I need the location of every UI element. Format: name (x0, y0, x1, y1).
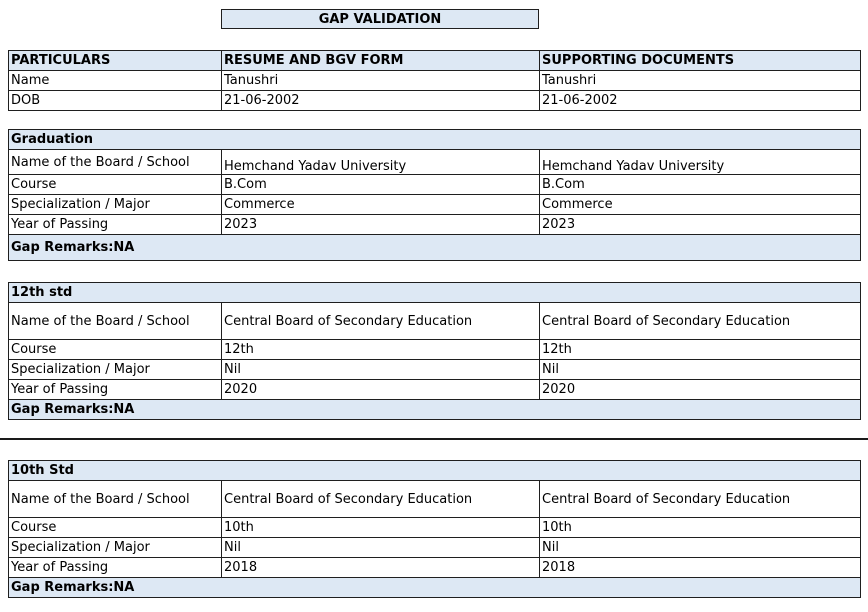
row-label: Year of Passing (9, 558, 222, 578)
table-row (9, 303, 861, 340)
row-label: Specialization / Major (9, 360, 222, 380)
docs-value: 2018 (540, 558, 861, 578)
std10-table (8, 460, 861, 598)
table-row (9, 195, 861, 215)
row-label: Course (9, 518, 222, 538)
resume-value: Central Board of Secondary Education (222, 303, 540, 340)
docs-value: 21-06-2002 (540, 91, 861, 111)
table-row (9, 538, 861, 558)
row-label: Name (9, 71, 222, 91)
row-label: Specialization / Major (9, 538, 222, 558)
header-row (9, 51, 861, 71)
header-supporting-docs: SUPPORTING DOCUMENTS (540, 51, 861, 71)
table-row (9, 175, 861, 195)
table-row (9, 91, 861, 111)
row-label: Year of Passing (9, 215, 222, 235)
docs-value: Central Board of Secondary Education (540, 481, 861, 518)
remarks-row (9, 400, 861, 420)
gap-remarks: Gap Remarks:NA (9, 235, 861, 261)
docs-value: 2023 (540, 215, 861, 235)
graduation-table (8, 129, 861, 261)
table-row (9, 215, 861, 235)
remarks-row (9, 578, 861, 598)
table-row (9, 558, 861, 578)
resume-value: Tanushri (222, 71, 540, 91)
particulars-table (8, 50, 861, 111)
table-row (9, 71, 861, 91)
docs-value: Hemchand Yadav University (540, 150, 861, 175)
resume-value: 21-06-2002 (222, 91, 540, 111)
row-label: Name of the Board / School (9, 150, 222, 175)
resume-value: Central Board of Secondary Education (222, 481, 540, 518)
docs-value: 10th (540, 518, 861, 538)
resume-value: B.Com (222, 175, 540, 195)
section-header (9, 461, 861, 481)
table-row (9, 150, 861, 175)
table-row (9, 360, 861, 380)
resume-value: 2020 (222, 380, 540, 400)
section-divider (0, 438, 868, 440)
resume-value: 2023 (222, 215, 540, 235)
resume-value: Nil (222, 538, 540, 558)
table-row (9, 518, 861, 538)
row-label: Specialization / Major (9, 195, 222, 215)
row-label: Course (9, 175, 222, 195)
docs-value: B.Com (540, 175, 861, 195)
docs-value: Central Board of Secondary Education (540, 303, 861, 340)
header-particulars: PARTICULARS (9, 51, 222, 71)
remarks-row (9, 235, 861, 261)
section-title: Graduation (9, 130, 861, 150)
section-header (9, 283, 861, 303)
resume-value: Commerce (222, 195, 540, 215)
docs-value: Commerce (540, 195, 861, 215)
docs-value: Nil (540, 360, 861, 380)
resume-value: 10th (222, 518, 540, 538)
std12-table (8, 282, 861, 420)
page-title: GAP VALIDATION (221, 9, 539, 29)
docs-value: Tanushri (540, 71, 861, 91)
row-label: DOB (9, 91, 222, 111)
row-label: Course (9, 340, 222, 360)
resume-value: Nil (222, 360, 540, 380)
table-row (9, 380, 861, 400)
row-label: Year of Passing (9, 380, 222, 400)
docs-value: Nil (540, 538, 861, 558)
table-row (9, 481, 861, 518)
resume-value: Hemchand Yadav University (222, 150, 540, 175)
table-row (9, 340, 861, 360)
header-resume: RESUME AND BGV FORM (222, 51, 540, 71)
resume-value: 12th (222, 340, 540, 360)
gap-remarks: Gap Remarks:NA (9, 578, 861, 598)
gap-remarks: Gap Remarks:NA (9, 400, 861, 420)
section-header (9, 130, 861, 150)
resume-value: 2018 (222, 558, 540, 578)
section-title: 10th Std (9, 461, 861, 481)
row-label: Name of the Board / School (9, 481, 222, 518)
row-label: Name of the Board / School (9, 303, 222, 340)
docs-value: 12th (540, 340, 861, 360)
section-title: 12th std (9, 283, 861, 303)
docs-value: 2020 (540, 380, 861, 400)
